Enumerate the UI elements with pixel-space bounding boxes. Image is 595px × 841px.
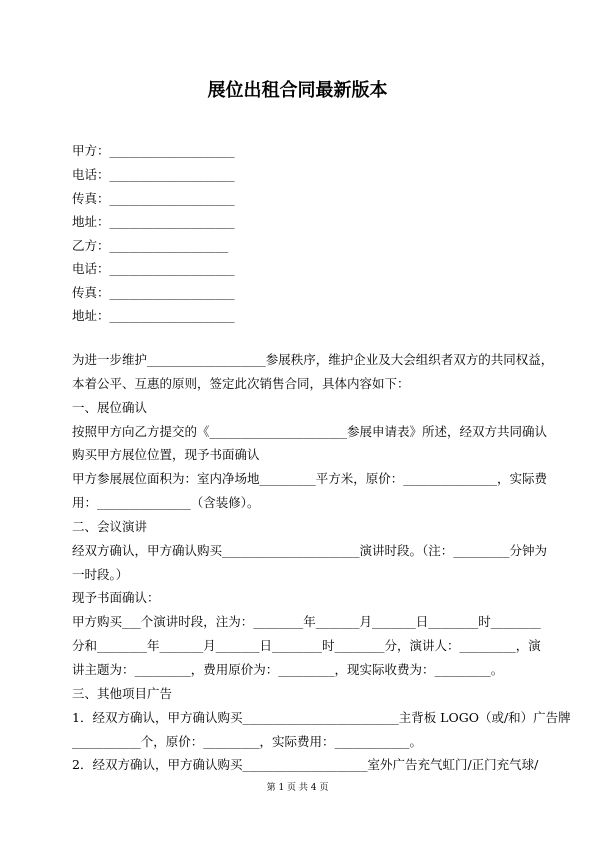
- contract-text-line: ___________个，原价：_________，实际费用：____________。: [72, 734, 423, 749]
- party-field-blank: ____________________: [109, 167, 235, 182]
- party-field-label: 传真：: [72, 191, 110, 206]
- party-field-row: [72, 285, 235, 301]
- contract-text-line: 1．经双方确认，甲方确认购买_________________________主背板 LOGO（或/和）广告牌: [72, 710, 571, 725]
- party-field-blank: ___________________: [109, 238, 229, 253]
- party-field-blank: ____________________: [109, 214, 235, 229]
- contract-text-line: 甲方参展展位面积为：室内净场地_________平方米，原价：_______________，实际费: [72, 471, 548, 486]
- party-field-label: 乙方：: [72, 238, 110, 253]
- party-field-label: 电话：: [72, 167, 110, 182]
- contract-text-line: 现予书面确认：: [72, 590, 160, 605]
- party-field-blank: ____________________: [109, 261, 235, 276]
- party-field-blank: ____________________: [109, 191, 235, 206]
- party-field-label: 甲方：: [72, 143, 110, 158]
- party-field-row: [72, 308, 235, 324]
- party-field-row: [72, 167, 235, 183]
- party-field-blank: ____________________: [109, 143, 235, 158]
- party-field-row: [72, 214, 235, 230]
- contract-text-line: 按照甲方向乙方提交的《______________________参展申请表》所述，经双方共同确认: [72, 424, 548, 439]
- contract-text-line: 甲方购买___个演讲时段，注为：________年_______月_______日________时________: [72, 614, 541, 629]
- party-field-label: 地址：: [72, 214, 110, 229]
- contract-text-line: 三、其他项目广告: [72, 686, 173, 701]
- contract-text-line: 为进一步维护___________________参展秩序，维护企业及大会组织者双方的共同权益，: [72, 352, 554, 367]
- contract-text-line: 购买甲方展位位置，现予书面确认: [72, 447, 260, 462]
- document-title: 展位出租合同最新版本: [207, 80, 388, 101]
- page-footer: 第 1 页 共 4 页: [266, 783, 329, 793]
- party-field-row: [72, 143, 235, 159]
- party-field-blank: ____________________: [109, 308, 235, 323]
- party-field-label: 传真：: [72, 285, 110, 300]
- contract-text-line: 一时段。）: [72, 567, 129, 582]
- party-field-row: [72, 261, 235, 277]
- contract-text-line: 本着公平、互惠的原则，签定此次销售合同，具体内容如下：: [72, 376, 410, 391]
- party-field-row: [72, 191, 235, 207]
- contract-text-line: 一、展位确认: [72, 400, 148, 415]
- contract-text-line: 二、会议演讲: [72, 519, 148, 534]
- party-field-label: 电话：: [72, 261, 110, 276]
- party-field-blank: ____________________: [109, 285, 235, 300]
- party-field-label: 地址：: [72, 308, 110, 323]
- contract-text-line: 经双方确认，甲方确认购买______________________演讲时段。（注：_________分钟为: [72, 543, 548, 558]
- contract-text-line: 用：_______________（含装修）。: [72, 495, 260, 510]
- contract-text-line: 2．经双方确认，甲方确认购买____________________室外广告充气虹门/正门充气球/: [72, 757, 539, 772]
- contract-text-line: 分和________年_______月_______日________时________分，演讲人：_________，演: [72, 638, 541, 653]
- party-field-row: [72, 238, 228, 254]
- contract-text-line: 讲主题为：_________，费用原价为：_________，现实际收费为：_________。: [72, 662, 504, 677]
